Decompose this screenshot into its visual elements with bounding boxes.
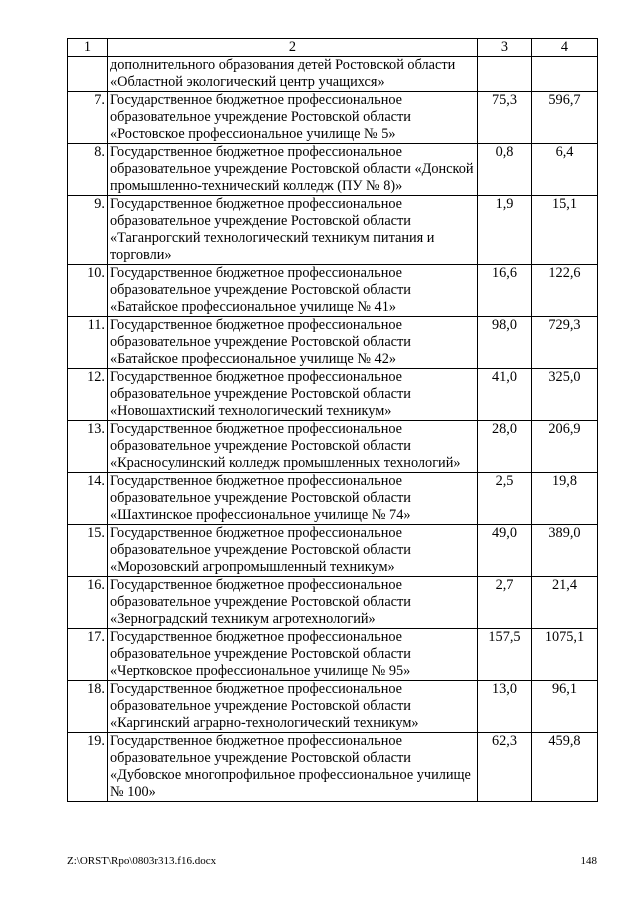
value-col-3: 13,0: [478, 681, 532, 733]
value-col-3: 28,0: [478, 421, 532, 473]
table-row: [68, 421, 598, 473]
value-col-3: [478, 57, 532, 92]
row-number: 17.: [68, 629, 108, 681]
header-col-2: 2: [108, 39, 478, 57]
table-row: [68, 629, 598, 681]
value-col-4: 459,8: [532, 733, 598, 802]
institution-name: дополнительного образования детей Ростовской области «Областной экологический центр учащихся»: [108, 57, 478, 92]
row-number: 10.: [68, 265, 108, 317]
table-row: [68, 369, 598, 421]
value-col-3: 49,0: [478, 525, 532, 577]
value-col-4: 122,6: [532, 265, 598, 317]
table-row: [68, 577, 598, 629]
table-row: [68, 92, 598, 144]
header-col-4: 4: [532, 39, 598, 57]
value-col-3: 75,3: [478, 92, 532, 144]
row-number: 7.: [68, 92, 108, 144]
table-row: [68, 57, 598, 92]
value-col-3: 0,8: [478, 144, 532, 196]
value-col-3: 62,3: [478, 733, 532, 802]
institution-name: Государственное бюджетное профессиональное образовательное учреждение Ростовской области «Донской промышленно-технический колледж (ПУ № 8)»: [108, 144, 478, 196]
row-number: 12.: [68, 369, 108, 421]
institution-name: Государственное бюджетное профессиональное образовательное учреждение Ростовской области «Батайское профессиональное училище № 42»: [108, 317, 478, 369]
value-col-4: 1075,1: [532, 629, 598, 681]
value-col-4: 206,9: [532, 421, 598, 473]
table-row: [68, 733, 598, 802]
table-row: [68, 681, 598, 733]
institution-name: Государственное бюджетное профессиональное образовательное учреждение Ростовской области «Красносулинский колледж промышленных технологий»: [108, 421, 478, 473]
value-col-4: 96,1: [532, 681, 598, 733]
value-col-3: 16,6: [478, 265, 532, 317]
header-col-3: 3: [478, 39, 532, 57]
row-number: 13.: [68, 421, 108, 473]
footer-file-path: Z:\ORST\Rpo\0803r313.f16.docx: [67, 855, 217, 867]
institution-name: Государственное бюджетное профессиональное образовательное учреждение Ростовской области «Батайское профессиональное училище № 41»: [108, 265, 478, 317]
institution-name: Государственное бюджетное профессиональное образовательное учреждение Ростовской области «Морозовский агропромышленный техникум»: [108, 525, 478, 577]
row-number: 19.: [68, 733, 108, 802]
value-col-3: 2,5: [478, 473, 532, 525]
table-header-row: [68, 39, 598, 57]
value-col-4: 325,0: [532, 369, 598, 421]
table-row: [68, 144, 598, 196]
row-number: 15.: [68, 525, 108, 577]
institution-name: Государственное бюджетное профессиональное образовательное учреждение Ростовской области «Новошахтиский технологический техникум»: [108, 369, 478, 421]
value-col-4: 15,1: [532, 196, 598, 265]
institution-name: Государственное бюджетное профессиональное образовательное учреждение Ростовской области «Чертковское профессиональное училище № 95»: [108, 629, 478, 681]
value-col-4: 6,4: [532, 144, 598, 196]
table-row: [68, 317, 598, 369]
institution-name: Государственное бюджетное профессиональное образовательное учреждение Ростовской области «Ростовское профессиональное училище № 5»: [108, 92, 478, 144]
row-number: 11.: [68, 317, 108, 369]
institution-name: Государственное бюджетное профессиональное образовательное учреждение Ростовской области «Каргинский аграрно-технологический техникум»: [108, 681, 478, 733]
row-number: 18.: [68, 681, 108, 733]
value-col-4: 19,8: [532, 473, 598, 525]
table-row: [68, 525, 598, 577]
table-row: [68, 196, 598, 265]
row-number: [68, 57, 108, 92]
row-number: 9.: [68, 196, 108, 265]
document-table: [67, 38, 598, 802]
table-row: [68, 265, 598, 317]
institution-name: Государственное бюджетное профессиональное образовательное учреждение Ростовской области «Зерноградский техникум агротехнологий»: [108, 577, 478, 629]
row-number: 8.: [68, 144, 108, 196]
value-col-4: 21,4: [532, 577, 598, 629]
table-body: [68, 57, 598, 802]
value-col-4: 729,3: [532, 317, 598, 369]
value-col-3: 41,0: [478, 369, 532, 421]
value-col-3: 2,7: [478, 577, 532, 629]
value-col-3: 1,9: [478, 196, 532, 265]
value-col-4: 389,0: [532, 525, 598, 577]
header-col-1: 1: [68, 39, 108, 57]
institution-name: Государственное бюджетное профессиональное образовательное учреждение Ростовской области «Шахтинское профессиональное училище № 74»: [108, 473, 478, 525]
institution-name: Государственное бюджетное профессиональное образовательное учреждение Ростовской области «Дубовское многопрофильное профессиональное училище № 100»: [108, 733, 478, 802]
footer-page-number: 148: [580, 855, 597, 867]
value-col-4: [532, 57, 598, 92]
value-col-3: 157,5: [478, 629, 532, 681]
value-col-3: 98,0: [478, 317, 532, 369]
row-number: 16.: [68, 577, 108, 629]
table-row: [68, 473, 598, 525]
row-number: 14.: [68, 473, 108, 525]
value-col-4: 596,7: [532, 92, 598, 144]
institution-name: Государственное бюджетное профессиональное образовательное учреждение Ростовской области «Таганрогский технологический техникум питания и торговли»: [108, 196, 478, 265]
